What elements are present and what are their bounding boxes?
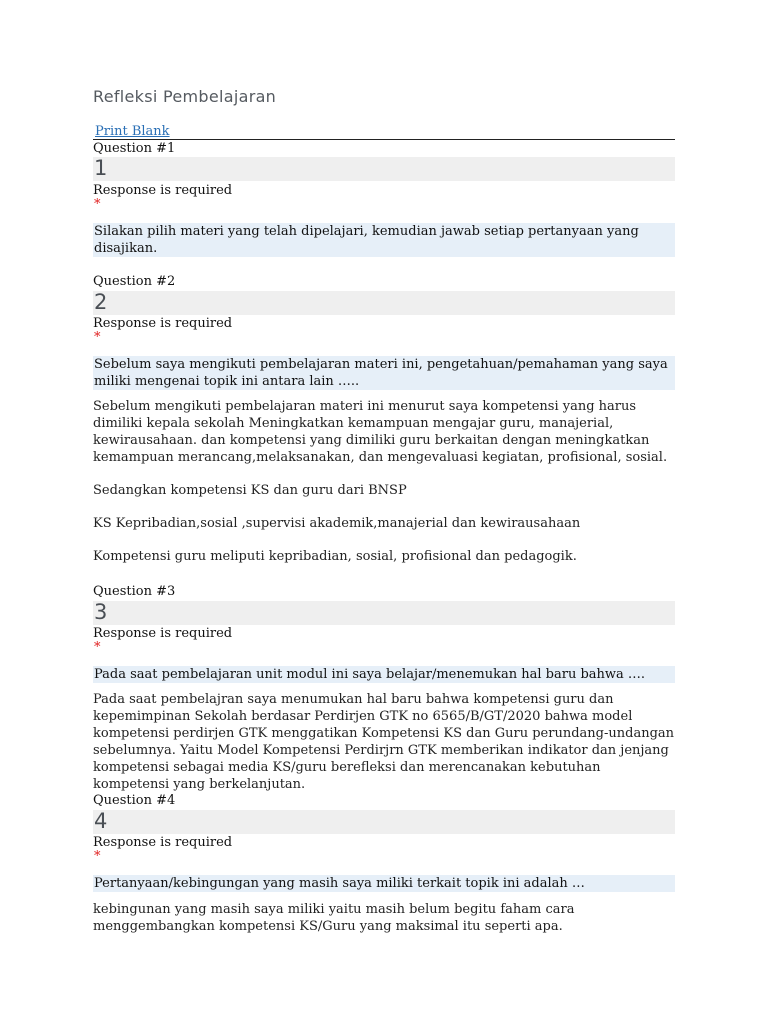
required-asterisk: * — [94, 640, 101, 655]
question-label: Question #3 — [93, 584, 176, 599]
answer-paragraph: Sebelum mengikuti pembelajaran materi ini menurut saya kompetensi yang harus dimiliki kepala sekolah Meningkatkan kemampuan mengajar guru, manajerial, kewirausahaan. dan kompetensi yang dimiliki guru berkaitan dengan meningkatkan kemampuan merancang,melaksanakan, dan mengevaluasi kegiatan, profisional, sosial. — [93, 399, 668, 465]
question-prompt — [93, 666, 675, 683]
question-prompt-text: Pertanyaan/kebingungan yang masih saya miliki terkait topik ini adalah … — [94, 876, 585, 891]
question-prompt — [93, 356, 675, 390]
answer-paragraph: Kompetensi guru meliputi kepribadian, sosial, profisional dan pedagogik. — [93, 549, 577, 564]
question-prompt-text: Silakan pilih materi yang telah dipelajari, kemudian jawab setiap pertanyaan yang disajikan. — [94, 224, 639, 256]
question-number: 3 — [94, 600, 108, 624]
question-number: 2 — [94, 290, 108, 314]
required-note: Response is required — [93, 316, 233, 331]
question-number-bar — [93, 601, 675, 625]
question-number-bar — [93, 157, 675, 181]
required-note: Response is required — [93, 183, 233, 198]
question-label: Question #1 — [93, 141, 176, 156]
answer-text — [93, 691, 677, 793]
required-asterisk: * — [94, 330, 101, 345]
required-asterisk: * — [94, 849, 101, 864]
answer-paragraph: Pada saat pembelajran saya menumukan hal baru bahwa kompetensi guru dan kepemimpinan Sekolah berdasar Perdirjen GTK no 6565/B/GT/2020 bahwa model kompetensi perdirjen GTK menggatikan Kompetensi KS dan Guru perundang-undangan sebelumnya. Yaitu Model Kompetensi Perdirjrn GTK memberikan indikator dan jenjang kompetensi sebagai media KS/guru berefleksi dan merencanakan kebutuhan kompetensi yang berkelanjutan. — [93, 692, 675, 792]
answer-paragraph: Sedangkan kompetensi KS dan guru dari BNSP — [93, 483, 407, 498]
question-label: Question #4 — [93, 793, 176, 808]
question-number-bar — [93, 291, 675, 315]
answer-paragraph: KS Kepribadian,sosial ,supervisi akademik,manajerial dan kewirausahaan — [93, 516, 581, 531]
answer-paragraph: kebingunan yang masih saya miliki yaitu masih belum begitu faham cara menggembangkan kompetensi KS/Guru yang maksimal itu seperti apa. — [93, 902, 575, 934]
question-number-bar — [93, 810, 675, 834]
print-blank-link[interactable]: Print Blank — [95, 124, 170, 139]
question-number: 1 — [94, 156, 108, 180]
answer-text — [93, 398, 677, 565]
divider — [93, 139, 675, 140]
question-label: Question #2 — [93, 274, 176, 289]
question-prompt-text: Sebelum saya mengikuti pembelajaran materi ini, pengetahuan/pemahaman yang saya miliki mengenai topik ini antara lain ….. — [94, 357, 668, 389]
question-prompt-text: Pada saat pembelajaran unit modul ini saya belajar/menemukan hal baru bahwa …. — [94, 667, 646, 682]
required-note: Response is required — [93, 626, 233, 641]
question-prompt — [93, 875, 675, 892]
required-asterisk: * — [94, 197, 101, 212]
required-note: Response is required — [93, 835, 233, 850]
answer-text — [93, 901, 677, 935]
question-prompt — [93, 223, 675, 257]
question-number: 4 — [94, 809, 108, 833]
page-title: Refleksi Pembelajaran — [93, 87, 277, 106]
